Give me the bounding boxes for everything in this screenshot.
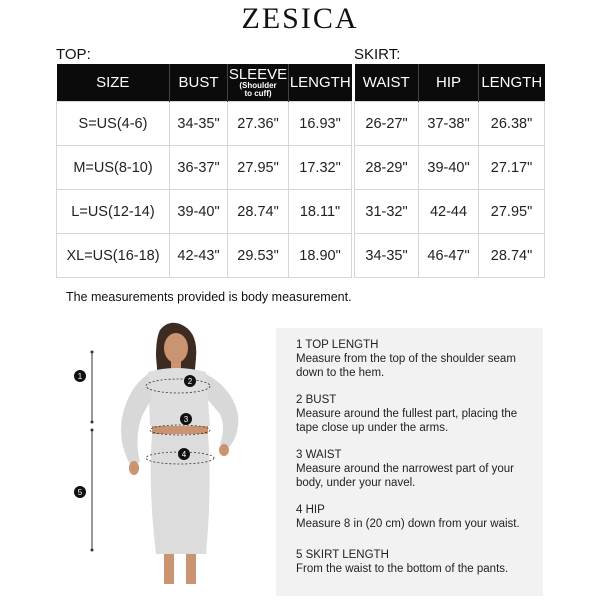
cell-waist: 34-35" [355,234,419,278]
guide-top-length [296,338,541,380]
top-size-table [56,64,352,278]
cell-length: 18.11" [289,190,352,234]
sweater-body [148,368,210,430]
cell-size: XL=US(16-18) [57,234,170,278]
midriff [152,426,208,434]
cell-length: 17.32" [289,146,352,190]
skirt-label: SKIRT: [354,46,401,63]
brand-logo: ZESICA [241,2,359,35]
header-sleeve-label: SLEEVE [228,66,288,83]
svg-text:3: 3 [183,415,189,424]
cell-length: 26.38" [479,102,545,146]
cell-hip: 39-40" [419,146,479,190]
svg-text:4: 4 [181,450,187,459]
guide-hip [296,503,541,531]
left-leg [164,554,174,584]
line-end-dot [91,351,94,354]
marker-1 [74,370,86,382]
line-end-dot [91,429,94,432]
measurement-note: The measurements provided is body measurement. [66,290,352,304]
guide-desc: Measure from the top of the shoulder seam down to the hem. [296,353,516,379]
cell-bust: 34-35" [170,102,228,146]
sweater-left-sleeve [121,374,152,464]
top-label: TOP: [56,46,91,63]
skirt-table-header [355,64,545,102]
table-row [355,190,545,234]
svg-text:1: 1 [77,372,83,381]
cell-waist: 31-32" [355,190,419,234]
table-row [355,102,545,146]
cell-sleeve: 29.53" [228,234,289,278]
cell-length: 28.74" [479,234,545,278]
guide-title: 3 WAIST [296,449,342,461]
header-length: LENGTH [479,64,545,102]
cell-length: 16.93" [289,102,352,146]
cell-bust: 36-37" [170,146,228,190]
cell-hip: 37-38" [419,102,479,146]
cell-bust: 42-43" [170,234,228,278]
table-row [57,190,352,234]
cell-size: M=US(8-10) [57,146,170,190]
guide-title: 4 HIP [296,504,325,516]
guide-title: 5 SKIRT LENGTH [296,549,389,561]
guide-desc: Measure 8 in (20 cm) down from your waist. [296,518,520,530]
sweater-right-sleeve [206,374,238,448]
header-hip: HIP [419,64,479,102]
cell-sleeve: 27.36" [228,102,289,146]
line-end-dot [91,549,94,552]
table-row [57,146,352,190]
measurement-guide [276,328,543,596]
table-row [57,234,352,278]
guide-waist [296,448,541,490]
header-bust: BUST [170,64,228,102]
header-length: LENGTH [289,64,352,102]
header-size: SIZE [57,64,170,102]
header-waist: WAIST [355,64,419,102]
top-table-header [57,64,352,102]
guide-desc: Measure around the fullest part, placing the tape close up under the arms. [296,408,518,434]
guide-desc: Measure around the narrowest part of your body, under your navel. [296,463,514,489]
cell-size: L=US(12-14) [57,190,170,234]
guide-skirt-length [296,548,541,576]
cell-hip: 46-47" [419,234,479,278]
marker-5 [74,486,86,498]
guide-desc: From the waist to the bottom of the pants. [296,563,509,575]
right-hand [219,444,229,456]
cell-bust: 39-40" [170,190,228,234]
cell-hip: 42-44 [419,190,479,234]
guide-title: 1 TOP LENGTH [296,339,379,351]
header-sleeve-note: to cuff) [244,89,272,98]
svg-text:5: 5 [77,488,83,497]
table-row [355,234,545,278]
cell-size: S=US(4-6) [57,102,170,146]
cell-waist: 26-27" [355,102,419,146]
cell-length: 18.90" [289,234,352,278]
guide-title: 2 BUST [296,394,337,406]
marker-4 [178,448,190,460]
table-row [355,146,545,190]
skirt-size-table [354,64,545,278]
marker-3 [180,413,192,425]
face-shape [164,333,188,363]
model-figure [60,318,290,598]
model-illustration [60,318,290,598]
cell-waist: 28-29" [355,146,419,190]
header-sleeve [228,64,289,102]
cell-length: 27.17" [479,146,545,190]
left-hand [129,461,139,475]
header-sleeve-note: (Shoulder [239,81,277,90]
cell-length: 27.95" [479,190,545,234]
svg-text:2: 2 [187,377,193,386]
table-row [57,102,352,146]
cell-sleeve: 27.95" [228,146,289,190]
line-end-dot [91,421,94,424]
cell-sleeve: 28.74" [228,190,289,234]
right-leg [186,554,196,584]
guide-bust [296,393,541,435]
marker-2 [184,375,196,387]
